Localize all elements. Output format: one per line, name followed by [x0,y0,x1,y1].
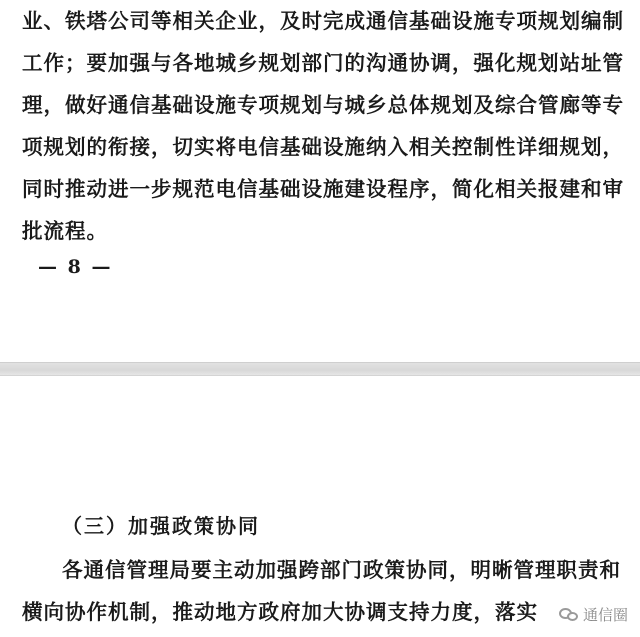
paragraph-line: 各通信管理局要主动加强跨部门政策协同，明晰管理职责和 [62,558,621,582]
paragraph-line: 业、铁塔公司等相关企业，及时完成通信基础设施专项规划编制 [22,9,624,33]
paragraph-line: 同时推动进一步规范电信基础设施建设程序，简化相关报建和审 [22,177,624,201]
paragraph-line: 工作；要加强与各地城乡规划部门的沟通协调，强化规划站址管 [22,51,624,75]
paragraph-line: 横向协作机制，推动地方政府加大协调支持力度，落实 [22,600,538,624]
watermark-text: 通信圈 [582,606,628,624]
paragraph-line: 理，做好通信基础设施专项规划与城乡总体规划及综合管廊等专 [22,93,624,117]
page-separator [0,362,640,376]
document-page-9 [0,376,640,637]
watermark [553,602,634,627]
paragraph-line: 项规划的衔接，切实将电信基础设施纳入相关控制性详细规划， [22,135,624,159]
section-heading: （三）加强政策协同 [62,514,260,538]
paragraph-line: 批流程。 [22,219,108,243]
page-number: — 8 — [38,256,113,278]
wechat-icon [559,607,579,623]
